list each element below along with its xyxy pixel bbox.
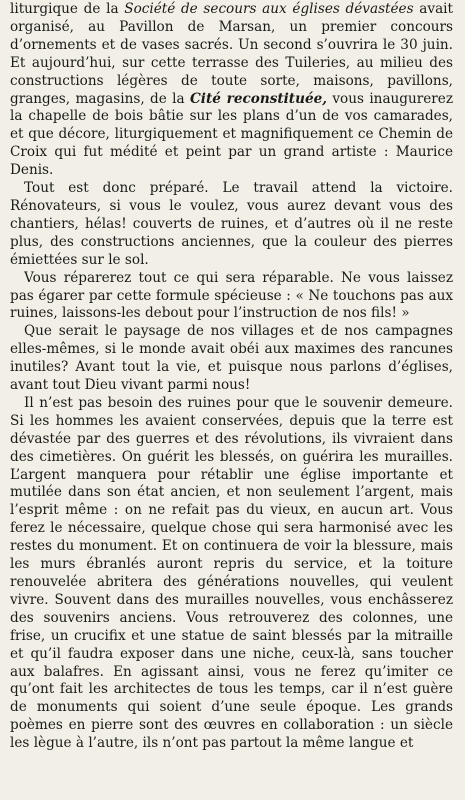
paragraph-text: Que serait le paysage de nos villages et de nos campagnes elles-mêmes, si le monde avait obéi aux maximes des rancunes inutiles? Avant tout la vie, et puisque nous parlons d’églises, avant tout Dieu vivant parmi nous! xyxy=(10,323,453,394)
paragraph-text: vous inaugurerez la chapelle de bois bâtie sur les plans d’un de vos camarades, et que décore, liturgiquement et magnifiquement ce Chemin de Croix qui fut médité et peint par un grand artiste : Maurice Denis. xyxy=(10,90,454,179)
paragraph-5 xyxy=(10,395,453,753)
paragraph-2 xyxy=(10,180,453,270)
paragraph-text: Société de secours aux églises dévastées xyxy=(124,1,414,17)
paragraph-text: liturgique de la xyxy=(10,1,125,17)
paragraph-text: Vous réparerez tout ce qui sera réparable. Ne vous laissez pas égarer par cette formule spécieuse : « Ne touchons pas aux ruines, laissons-les debout pour l’instruction de nos fils! » xyxy=(10,269,453,322)
paragraph-text: Cité reconstituée, xyxy=(189,90,327,107)
paragraph-text: avait organisé, au Pavillon de Marsan, un premier concours d’ornements et de vases sacrés. Un second s’ouvrira le 30 juin. Et aujourd’hui, sur cette terrasse des Tuileries, au milieu des constructions légères de toute sorte, maisons, pavillons, granges, magasins, de la xyxy=(10,1,453,107)
paragraph-text: Il n’est pas besoin des ruines pour que le souvenir demeure. Si les hommes les avaient conservées, depuis que la terre est dévastée par des guerres et des révolutions, ils vivraient dans des cimetières. On guérit les blessés, on guérira les murailles. L’argent manquera pour rétablir une église importante et mutilée dans son état ancien, et non seulement l’argent, mais l’esprit même : on ne refait pas du vieux, en aucun art. Vous ferez le nécessaire, quelque chose qui sera harmonisé avec les restes du monument. Et on continuera de voir la blessure, mais les murs ébranlés auront repris du service, et la toiture renouvelée abritera des générations nouvelles, qui veulent vivre. Souvent dans des murailles nouvelles, vous enchâsserez des souvenirs anciens. Vous retrouverez des colonnes, une frise, un crucifix et une statue de saint blessés par la mitraille et qu’il faudra exposer dans une niche, ceux-là, sans toucher aux balafres. En agissant ainsi, vous ne ferez qu’imiter ce qu’ont fait les architectes de tous les temps, car il n’est guère de monuments qui soient d’une seule époque. Les grands poèmes en pierre sont des œuvres en collaboration : un siècle les lègue à l’autre, ils n’ont pas partout la même langue et xyxy=(10,394,453,752)
paragraph-3 xyxy=(10,270,453,324)
paragraph-4 xyxy=(10,323,453,395)
paragraph-text: Tout est donc préparé. Le travail attend la victoire. Rénovateurs, si vous le voulez, vous aurez devant vous des chantiers, hélas! couverts de ruines, et d’autres où il ne reste plus, des constructions anciennes, que la couleur des pierres émiettées sur le sol. xyxy=(10,180,453,268)
paragraph-1 xyxy=(10,1,453,180)
